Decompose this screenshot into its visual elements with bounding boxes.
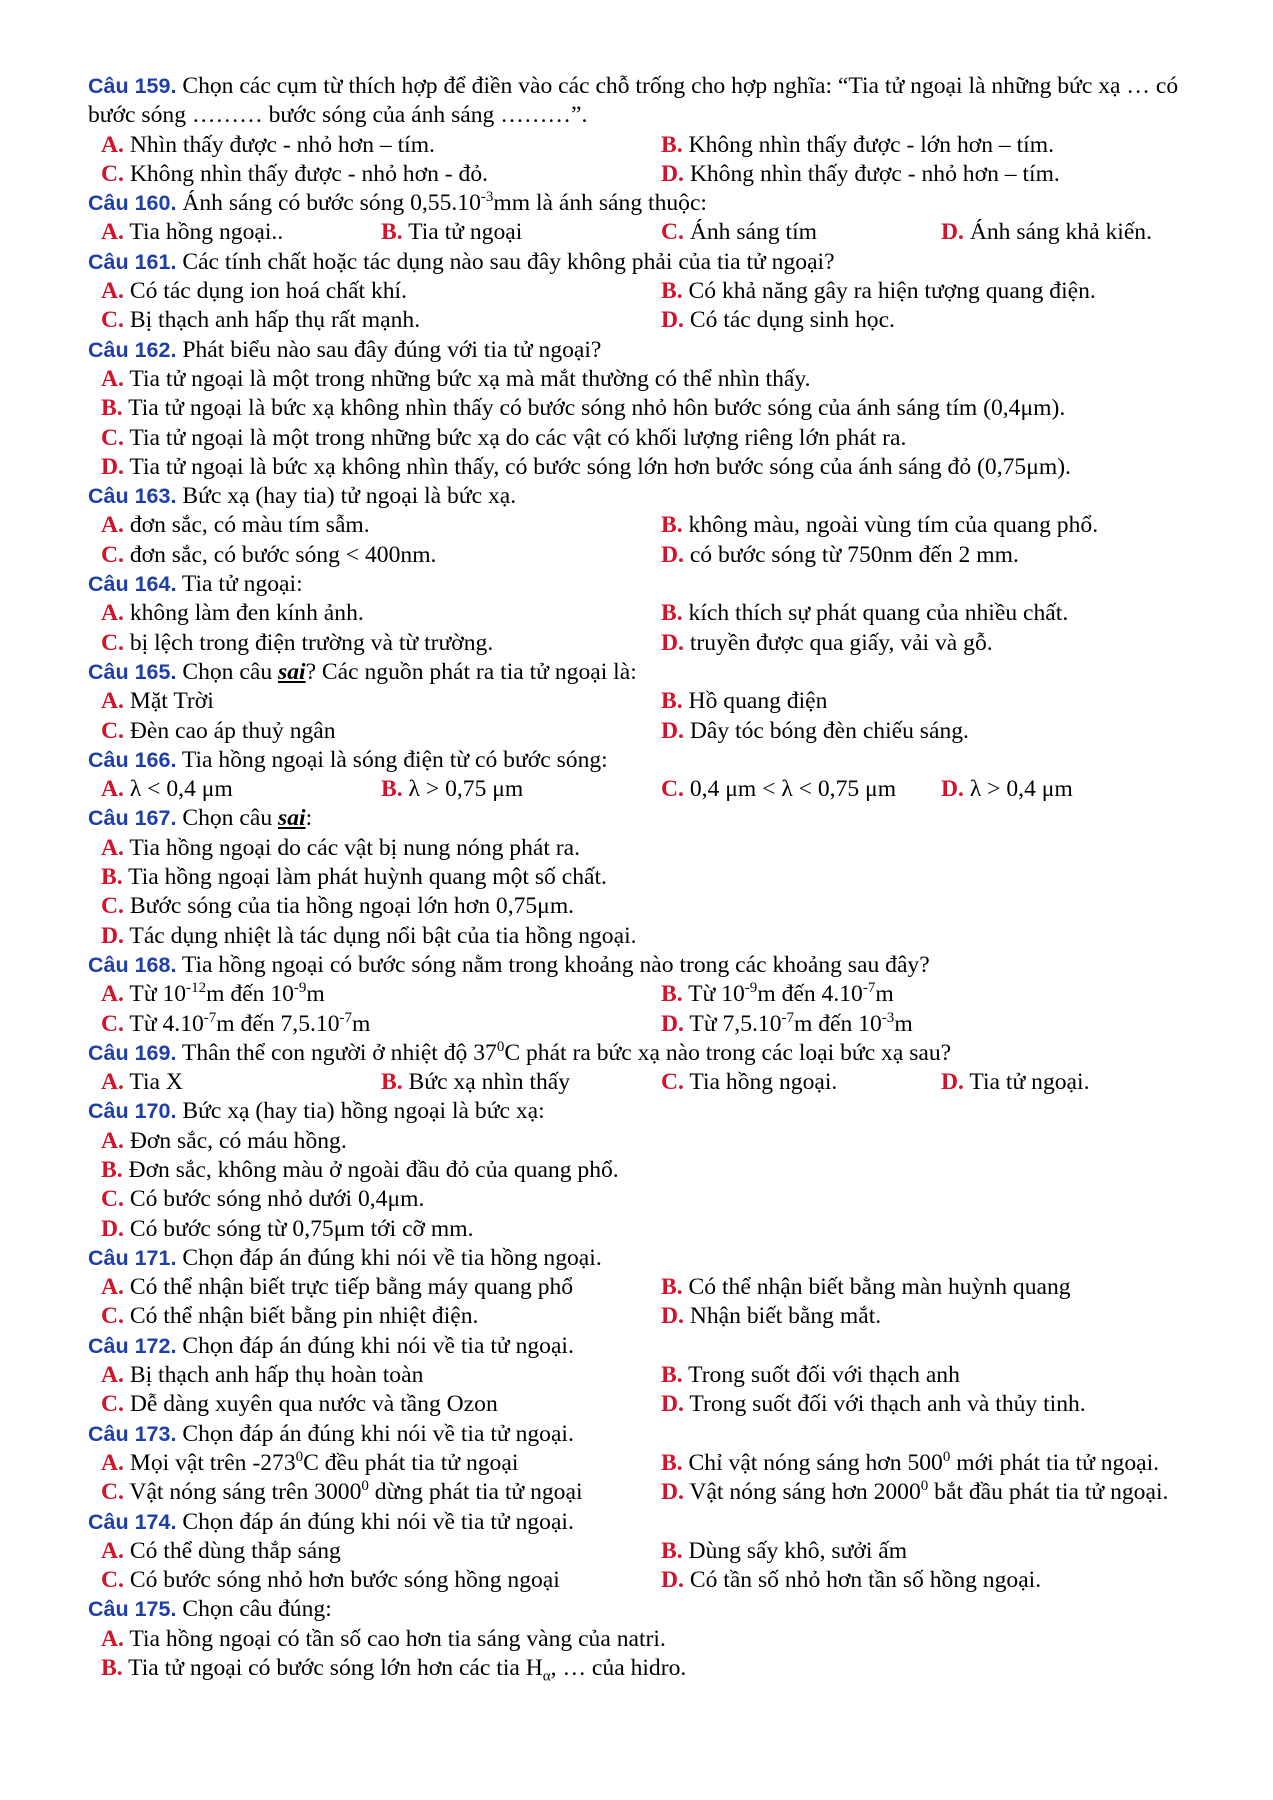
option-label: A. — [101, 278, 124, 305]
answer-option — [101, 1273, 661, 1302]
answer-option — [101, 1361, 661, 1390]
answer-option — [661, 1068, 941, 1097]
question-block — [88, 1039, 1221, 1098]
question-text: Chọn đáp án đúng khi nói về tia hồng ngoại. — [182, 1244, 602, 1271]
answer-options — [88, 365, 1221, 482]
question-stem — [88, 951, 1221, 980]
option-text: Có bước sóng nhỏ dưới 0,4μm. — [123, 1186, 425, 1213]
answer-option — [661, 1449, 1221, 1478]
question-block — [88, 1332, 1221, 1420]
answer-option — [661, 629, 1221, 658]
option-text: Mặt Trời — [123, 688, 214, 715]
option-label: C. — [101, 541, 124, 568]
option-label: C. — [101, 424, 124, 451]
option-text: Hồ quang điện — [682, 688, 828, 715]
option-text: không làm đen kính ảnh. — [123, 600, 364, 627]
answer-options — [88, 1537, 1221, 1596]
question-block — [88, 1508, 1221, 1596]
option-text: Tia tử ngoại là bức xạ không nhìn thấy có bước sóng nhỏ hôn bước sóng của ánh sáng tím (0,4μm). — [122, 395, 1066, 422]
option-label: A. — [101, 1069, 124, 1096]
answer-option — [101, 306, 661, 335]
option-text: Có thể nhận biết bằng màn huỳnh quang — [682, 1274, 1071, 1301]
option-label: D. — [661, 1479, 684, 1506]
answer-option — [101, 365, 1221, 394]
question-text: Bức xạ (hay tia) tử ngoại là bức xạ. — [182, 483, 517, 510]
option-label: C. — [101, 1567, 124, 1594]
answer-options — [88, 834, 1221, 951]
question-block — [88, 72, 1221, 189]
option-label: C. — [101, 893, 124, 920]
question-number: Câu 172. — [88, 1333, 177, 1358]
question-block — [88, 1097, 1221, 1243]
question-number: Câu 164. — [88, 572, 177, 597]
answer-option — [101, 424, 1221, 453]
answer-options — [88, 131, 1221, 190]
option-text: Có thể nhận biết trực tiếp bằng máy quang phổ — [123, 1274, 574, 1301]
question-stem — [88, 1332, 1221, 1361]
answer-option — [101, 834, 1221, 863]
question-number: Câu 159. — [88, 74, 177, 98]
option-label: C. — [101, 1303, 124, 1330]
answer-options — [88, 1449, 1221, 1508]
question-text: Tia hồng ngoại là sóng điện từ có bước sóng: — [181, 746, 608, 773]
option-text: Không nhìn thấy được - nhỏ hơn - đỏ. — [123, 160, 489, 187]
answer-option — [661, 1010, 1221, 1039]
question-number: Câu 169. — [88, 1040, 177, 1065]
answer-option — [381, 1068, 661, 1097]
option-label: D. — [661, 717, 684, 744]
option-label: C. — [661, 219, 684, 246]
answer-option — [661, 541, 1221, 570]
answer-option — [101, 863, 1221, 892]
option-label: D. — [101, 453, 124, 480]
question-number: Câu 162. — [88, 337, 177, 362]
answer-option — [101, 1654, 1221, 1683]
option-label: B. — [661, 1274, 683, 1301]
option-label: C. — [101, 1010, 124, 1037]
answer-option — [101, 277, 661, 306]
answer-option — [661, 717, 1221, 746]
answer-option — [101, 1390, 661, 1419]
option-text: Bức xạ nhìn thấy — [402, 1069, 571, 1096]
question-block — [88, 570, 1221, 658]
answer-option — [661, 511, 1221, 540]
option-text: Có tần số nhỏ hơn tần số hồng ngoại. — [683, 1567, 1042, 1594]
answer-options — [88, 1068, 1221, 1097]
answer-option — [101, 1156, 1221, 1185]
option-text: bị lệch trong điện trường và từ trường. — [123, 629, 494, 656]
answer-option — [101, 1449, 661, 1478]
option-label: B. — [381, 1069, 403, 1096]
option-label: A. — [101, 1625, 124, 1652]
answer-option — [661, 775, 941, 804]
question-text: Phát biểu nào sau đây đúng với tia tử ngoại? — [182, 336, 602, 363]
answer-option — [101, 394, 1221, 423]
option-label: C. — [661, 1069, 684, 1096]
option-label: A. — [101, 688, 124, 715]
option-text: đơn sắc, có bước sóng < 400nm. — [123, 541, 437, 568]
answer-options — [88, 1625, 1221, 1684]
answer-option — [661, 1302, 1221, 1331]
option-label: A. — [101, 1537, 124, 1564]
answer-option — [101, 1215, 1221, 1244]
answer-option — [101, 1127, 1221, 1156]
option-text: Dùng sấy khô, sưởi ấm — [682, 1537, 908, 1564]
question-stem — [88, 248, 1221, 277]
question-number: Câu 171. — [88, 1245, 177, 1270]
option-text: Tia hồng ngoại làm phát huỳnh quang một số chất. — [122, 864, 607, 891]
option-label: C. — [101, 1391, 124, 1418]
answer-option — [101, 922, 1221, 951]
option-text: Có khả năng gây ra hiện tượng quang điện. — [682, 278, 1096, 305]
option-label: A. — [101, 776, 124, 803]
option-text: Không nhìn thấy được - nhỏ hơn – tím. — [683, 160, 1060, 187]
option-text: Tia hồng ngoại. — [683, 1069, 838, 1096]
question-stem — [88, 1244, 1221, 1273]
question-block — [88, 248, 1221, 336]
option-text: đơn sắc, có màu tím sẫm. — [123, 512, 370, 539]
question-block — [88, 189, 1221, 248]
answer-option — [101, 541, 661, 570]
option-text: Tia tử ngoại. — [963, 1069, 1090, 1096]
option-label: B. — [661, 512, 683, 539]
question-number: Câu 175. — [88, 1597, 177, 1622]
option-label: B. — [661, 688, 683, 715]
question-number: Câu 167. — [88, 806, 177, 831]
option-text: Tia tử ngoại có bước sóng lớn hơn các tia $H_\alpha$, … của hidro. — [122, 1655, 687, 1685]
option-text: Từ $10^{-9}m$ đến $4.10^{-7}m$ — [682, 980, 894, 1008]
option-text: Tia tử ngoại — [402, 219, 523, 246]
answer-option — [381, 218, 661, 247]
option-text: Tia tử ngoại là một trong những bức xạ mà mắt thường có thể nhìn thấy. — [123, 365, 811, 392]
option-text: kích thích sự phát quang của nhiều chất. — [682, 600, 1069, 627]
option-label: D. — [101, 922, 124, 949]
question-stem — [88, 482, 1221, 511]
answer-option — [101, 453, 1221, 482]
answer-option — [661, 1537, 1221, 1566]
option-label: D. — [661, 307, 684, 334]
option-text: Từ $4.10^{-7}m$ đến $7,5.10^{-7}m$ — [123, 1009, 371, 1037]
option-label: B. — [661, 600, 683, 627]
answer-option — [101, 775, 381, 804]
question-stem — [88, 746, 1221, 775]
question-text: Tia tử ngoại: — [181, 571, 303, 598]
option-label: B. — [661, 1362, 683, 1389]
option-text: Mọi vật trên $-273^0C$ đều phát tia tử ngoại — [123, 1449, 519, 1476]
option-text: Đơn sắc, không màu ở ngoài đầu đỏ của quang phổ. — [122, 1156, 619, 1183]
question-block — [88, 746, 1221, 805]
answer-option — [661, 1390, 1221, 1419]
option-text: Từ $7,5.10^{-7}m$ đến $10^{-3}m$ — [683, 1009, 913, 1037]
option-text: Không nhìn thấy được - lớn hơn – tím. — [682, 131, 1054, 158]
option-label: B. — [661, 1537, 683, 1564]
option-text: λ < 0,4 μm — [123, 776, 233, 803]
option-text: Trong suốt đối với thạch anh và thủy tinh. — [683, 1391, 1086, 1418]
option-text: Nhìn thấy được - nhỏ hơn – tím. — [123, 131, 435, 158]
option-text: Có tác dụng ion hoá chất khí. — [123, 278, 408, 305]
question-number: Câu 173. — [88, 1421, 177, 1446]
question-stem — [88, 1039, 1221, 1068]
option-label: C. — [101, 1479, 124, 1506]
question-stem — [88, 336, 1221, 365]
option-text: không màu, ngoài vùng tím của quang phổ. — [682, 512, 1099, 539]
option-text: Ánh sáng khả kiến. — [963, 219, 1152, 246]
answer-option — [101, 131, 661, 160]
answer-option — [101, 717, 661, 746]
answer-options — [88, 218, 1221, 247]
option-label: B. — [101, 864, 123, 891]
option-label: B. — [101, 1156, 123, 1183]
question-number: Câu 168. — [88, 952, 177, 977]
answer-options — [88, 775, 1221, 804]
question-text: Chọn đáp án đúng khi nói về tia tử ngoại. — [182, 1508, 574, 1535]
question-text: Chọn đáp án đúng khi nói về tia tử ngoại. — [182, 1420, 574, 1447]
answer-option — [661, 306, 1221, 335]
answer-option — [101, 599, 661, 628]
question-block — [88, 658, 1221, 746]
question-block — [88, 804, 1221, 950]
question-stem — [88, 804, 1221, 833]
option-label: A. — [101, 1274, 124, 1301]
answer-option — [381, 775, 661, 804]
answer-option — [661, 131, 1221, 160]
option-text: Tia tử ngoại là một trong những bức xạ do các vật có khối lượng riêng lớn phát ra. — [123, 424, 907, 451]
option-label: A. — [101, 1449, 124, 1476]
option-label: A. — [101, 512, 124, 539]
option-text: Trong suốt đối với thạch anh — [682, 1362, 960, 1389]
answer-option — [661, 687, 1221, 716]
question-stem — [88, 570, 1221, 599]
question-text: Các tính chất hoặc tác dụng nào sau đây không phải của tia tử ngoại? — [182, 248, 835, 275]
question-number: Câu 174. — [88, 1509, 177, 1534]
answer-options — [88, 1273, 1221, 1332]
option-text: Chỉ vật nóng sáng hơn $500^0$ mới phát tia tử ngoại. — [682, 1449, 1160, 1476]
answer-option — [101, 629, 661, 658]
option-label: C. — [101, 629, 124, 656]
answer-options — [88, 277, 1221, 336]
option-text: Có thể nhận biết bằng pin nhiệt điện. — [123, 1303, 479, 1330]
question-number: Câu 161. — [88, 249, 177, 274]
option-text: có bước sóng từ 750nm đến 2 mm. — [683, 541, 1019, 568]
option-text: Tia tử ngoại là bức xạ không nhìn thấy, có bước sóng lớn hơn bước sóng của ánh sáng đỏ (0,75μm). — [123, 453, 1071, 480]
answer-option — [661, 1566, 1221, 1595]
answer-option — [101, 892, 1221, 921]
option-label: C. — [101, 1186, 124, 1213]
option-text: Ánh sáng tím — [683, 219, 817, 246]
option-text: Đơn sắc, có máu hồng. — [123, 1127, 347, 1154]
question-number: Câu 165. — [88, 659, 177, 684]
answer-option — [101, 218, 381, 247]
option-text: Bị thạch anh hấp thụ hoàn toàn — [123, 1362, 424, 1389]
option-text: Có tác dụng sinh học. — [683, 307, 895, 334]
answer-option — [661, 160, 1221, 189]
answer-option — [661, 277, 1221, 306]
answer-option — [101, 980, 661, 1009]
option-label: B. — [661, 1449, 683, 1476]
option-text: Tác dụng nhiệt là tác dụng nổi bật của tia hồng ngoại. — [123, 922, 637, 949]
answer-option — [661, 1361, 1221, 1390]
question-block — [88, 336, 1221, 482]
option-label: B. — [661, 131, 683, 158]
option-label: D. — [661, 1010, 684, 1037]
option-text: Có thể dùng thắp sáng — [123, 1537, 341, 1564]
question-text: Chọn các cụm từ thích hợp để điền vào các chỗ trống cho hợp nghĩa: “Tia tử ngoại là những bức xạ … có bước sóng ……… bước sóng của ánh sáng ………”. — [88, 73, 1179, 129]
option-label: C. — [101, 717, 124, 744]
option-text: Vật nóng sáng trên 3000$^0$ dừng phát tia tử ngoại — [123, 1478, 583, 1506]
option-text: Đèn cao áp thuỷ ngân — [123, 717, 336, 744]
answer-option — [101, 511, 661, 540]
option-label: C. — [101, 160, 124, 187]
option-label: B. — [101, 395, 123, 422]
option-label: A. — [101, 219, 124, 246]
answer-option — [941, 775, 1221, 804]
option-label: A. — [101, 600, 124, 627]
answer-option — [941, 218, 1221, 247]
option-text: Có bước sóng từ 0,75μm tới cỡ mm. — [123, 1215, 474, 1242]
answer-option — [661, 980, 1221, 1009]
answer-options — [88, 687, 1221, 746]
answer-option — [101, 1478, 661, 1507]
option-label: A. — [101, 981, 124, 1008]
answer-options — [88, 980, 1221, 1039]
question-block — [88, 1420, 1221, 1508]
answer-options — [88, 1127, 1221, 1244]
question-stem — [88, 658, 1221, 687]
answer-option — [101, 160, 661, 189]
answer-options — [88, 1361, 1221, 1420]
question-number: Câu 163. — [88, 484, 177, 509]
option-text: λ > 0,75 μm — [402, 776, 524, 803]
question-stem — [88, 1595, 1221, 1624]
question-text: Chọn câu sai: — [182, 805, 313, 832]
answer-option — [661, 1273, 1221, 1302]
question-number: Câu 170. — [88, 1099, 177, 1124]
answer-option — [101, 1010, 661, 1039]
question-text: Tia hồng ngoại có bước sóng nằm trong khoảng nào trong các khoảng sau đây? — [181, 951, 930, 978]
question-text: Ánh sáng có bước sóng $0,55.10^{-3}mm$ là ánh sáng thuộc: — [182, 189, 707, 217]
option-label: B. — [381, 219, 403, 246]
option-label: D. — [941, 1069, 964, 1096]
answer-option — [101, 1302, 661, 1331]
question-stem — [88, 1508, 1221, 1537]
option-label: A. — [101, 365, 124, 392]
option-text: Tia hồng ngoại.. — [123, 219, 284, 246]
option-label: D. — [661, 160, 684, 187]
option-label: D. — [661, 541, 684, 568]
question-text: Thân thể con người ở nhiệt độ $37^0C$ phát ra bức xạ nào trong các loại bức xạ sau? — [181, 1038, 952, 1066]
question-number: Câu 160. — [88, 191, 177, 216]
question-stem — [88, 72, 1221, 131]
option-label: A. — [101, 1362, 124, 1389]
question-block — [88, 1595, 1221, 1683]
option-label: C. — [661, 776, 684, 803]
answer-option — [101, 1625, 1221, 1654]
answer-option — [941, 1068, 1221, 1097]
question-block — [88, 482, 1221, 570]
question-text: Chọn đáp án đúng khi nói về tia tử ngoại. — [182, 1332, 574, 1359]
question-text: Chọn câu đúng: — [182, 1596, 332, 1623]
option-label: D. — [661, 1567, 684, 1594]
answer-options — [88, 599, 1221, 658]
option-text: Tia hồng ngoại có tần số cao hơn tia sáng vàng của natri. — [123, 1625, 666, 1652]
option-text: Tia hồng ngoại do các vật bị nung nóng phát ra. — [123, 834, 581, 861]
option-text: Dây tóc bóng đèn chiếu sáng. — [683, 717, 969, 744]
answer-option — [101, 687, 661, 716]
option-label: B. — [101, 1655, 123, 1682]
option-text: Có bước sóng nhỏ hơn bước sóng hồng ngoại — [123, 1567, 560, 1594]
option-label: B. — [661, 278, 683, 305]
option-label: D. — [661, 1303, 684, 1330]
option-text: Bị thạch anh hấp thụ rất mạnh. — [123, 307, 421, 334]
question-stem — [88, 189, 1221, 218]
option-label: A. — [101, 834, 124, 861]
option-text: Bước sóng của tia hồng ngoại lớn hơn 0,75μm. — [123, 893, 575, 920]
option-label: B. — [381, 776, 403, 803]
question-number: Câu 166. — [88, 747, 177, 772]
option-text: Nhận biết bằng mắt. — [683, 1303, 882, 1330]
option-label: D. — [661, 629, 684, 656]
option-label: D. — [661, 1391, 684, 1418]
option-text: λ > 0,4 μm — [963, 776, 1073, 803]
question-block — [88, 1244, 1221, 1332]
option-label: D. — [941, 219, 964, 246]
answer-option — [661, 599, 1221, 628]
option-label: A. — [101, 1127, 124, 1154]
option-label: D. — [101, 1215, 124, 1242]
answer-option — [101, 1537, 661, 1566]
option-label: D. — [941, 776, 964, 803]
answer-options — [88, 511, 1221, 570]
answer-option — [661, 218, 941, 247]
question-stem — [88, 1097, 1221, 1126]
option-text: Vật nóng sáng hơn 2000$^0$ bắt đầu phát tia tử ngoại. — [683, 1478, 1169, 1506]
option-text: Từ $10^{-12}m$ đến $10^{-9}m$ — [123, 980, 325, 1008]
option-label: A. — [101, 131, 124, 158]
option-text: 0,4 μm < λ < 0,75 μm — [683, 776, 897, 803]
question-block — [88, 951, 1221, 1039]
option-label: C. — [101, 307, 124, 334]
question-text: Chọn câu sai? Các nguồn phát ra tia tử ngoại là: — [182, 658, 637, 685]
question-stem — [88, 1420, 1221, 1449]
option-text: Dễ dàng xuyên qua nước và tầng Ozon — [123, 1391, 498, 1418]
option-text: Tia X — [123, 1069, 183, 1096]
option-text: truyền được qua giấy, vải và gỗ. — [683, 629, 993, 656]
answer-option — [661, 1478, 1221, 1507]
answer-option — [101, 1566, 661, 1595]
answer-option — [101, 1185, 1221, 1214]
question-text: Bức xạ (hay tia) hồng ngoại là bức xạ: — [182, 1098, 545, 1125]
answer-option — [101, 1068, 381, 1097]
option-label: B. — [661, 981, 683, 1008]
